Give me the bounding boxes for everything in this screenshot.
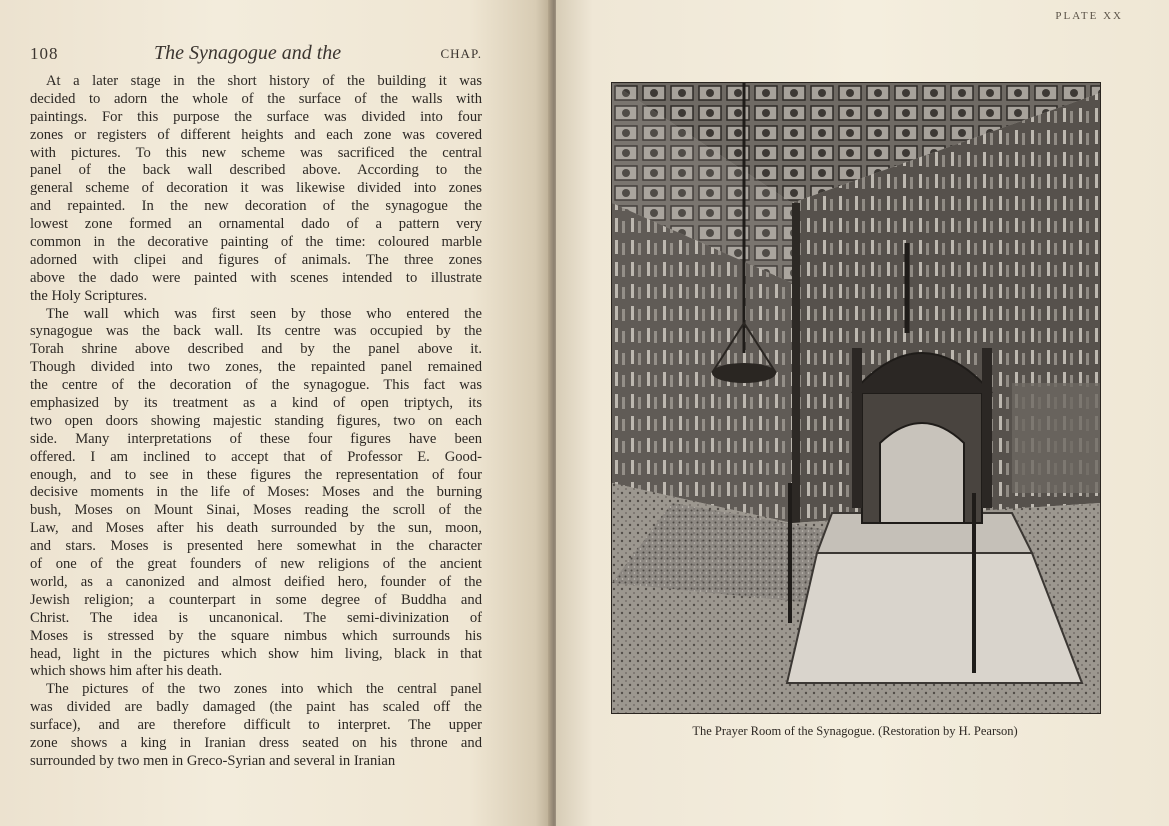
plate-caption: The Prayer Room of the Synagogue. (Restoration by H. Pearson) — [692, 724, 1018, 738]
text-line: common in the decorative painting of the time: coloured marble — [30, 234, 482, 251]
running-title: The Synagogue and the — [154, 42, 342, 64]
text-line: and stars. Moses is presented here somewhat in the character — [30, 538, 482, 555]
text-line: of one of the great founders of new religions of the ancient — [30, 556, 482, 573]
text-line: head, light in the pictures which show him living, black in that — [30, 645, 482, 662]
text-line: The pictures of the two zones into which the central panel — [46, 681, 482, 698]
page-number: 108 — [30, 44, 59, 63]
text-line: At a later stage in the short history of the building it was — [46, 73, 482, 89]
text-line: Torah shrine above described and by the panel above it. — [30, 341, 482, 358]
text-line: zone shows a king in Iranian dress seated on his throne and — [30, 734, 482, 751]
text-line: The wall which was first seen by those who entered the — [46, 305, 482, 322]
text-line: Jewish religion; a counterpart in some degree of Buddha and — [30, 591, 482, 608]
body-text — [30, 73, 482, 771]
text-line: panel of the back wall described above. According to the — [30, 162, 482, 179]
text-line: with pictures. To this new scheme was sacrificed the central — [30, 144, 482, 161]
text-line: bush, Moses on Mount Sinai, Moses reading the scroll of the — [30, 502, 482, 519]
text-line: above the dado were painted with scenes intended to illustrate — [30, 269, 482, 286]
text-line: Law, and Moses after his death surrounded by the sun, moon, — [30, 520, 482, 537]
text-line: world, as a canonized and almost deified hero, founder of the — [30, 573, 482, 590]
text-line: two open doors showing majestic standing figures, two on each — [30, 412, 482, 429]
text-line: decided to adorn the whole of the surface of the walls with — [30, 90, 482, 107]
plate-label: PLATE XX — [1055, 10, 1123, 22]
running-chap: CHAP. — [440, 46, 482, 61]
text-line: zones or registers of different heights and each zone was covered — [30, 126, 482, 143]
text-line: surrounded by two men in Greco-Syrian and several in Iranian — [30, 752, 396, 769]
text-line: emphasized by its treatment as a kind of open triptych, its — [30, 395, 482, 412]
text-line: offered. I am inclined to accept that of Professor E. Good- — [30, 448, 482, 465]
chandelier — [712, 363, 776, 383]
text-line: lowest zone formed an ornamental dado of a pattern very — [30, 216, 482, 233]
text-line: decisive moments in the life of Moses: Moses and the burning — [30, 484, 482, 501]
text-line: was divided are badly damaged (the paint has scaled off the — [30, 699, 482, 716]
text-line: synagogue was the back wall. Its centre was occupied by the — [30, 323, 482, 340]
text-line: enough, and to see in these figures the representation of four — [30, 466, 482, 483]
text-line: Christ. The idea is uncanonical. The semi-divinization of — [30, 609, 482, 626]
text-line: the Holy Scriptures. — [30, 287, 148, 304]
text-line: side. Many interpretations of these four figures have been — [30, 430, 482, 447]
text-line: adorned with clipei and figures of animals. The three zones — [30, 251, 482, 268]
text-line: Moses is stressed by the square nimbus which surrounds his — [30, 627, 482, 644]
text-line: surface), and are therefore difficult to interpret. The upper — [30, 717, 482, 734]
plate-illustration — [611, 82, 1101, 714]
text-line: Though divided into two zones, the repainted panel remained — [30, 359, 482, 376]
text-line: the centre of the decoration of the synagogue. This fact was — [30, 377, 482, 394]
left-page — [0, 0, 552, 826]
text-line: and repainted. In the new decoration of the synagogue the — [30, 198, 482, 215]
text-line: which shows him after his death. — [30, 663, 223, 680]
text-line: paintings. For this purpose the surface was divided into four — [30, 108, 482, 125]
text-line: general scheme of decoration it was likewise divided into zones — [30, 180, 482, 197]
running-head — [30, 42, 482, 68]
